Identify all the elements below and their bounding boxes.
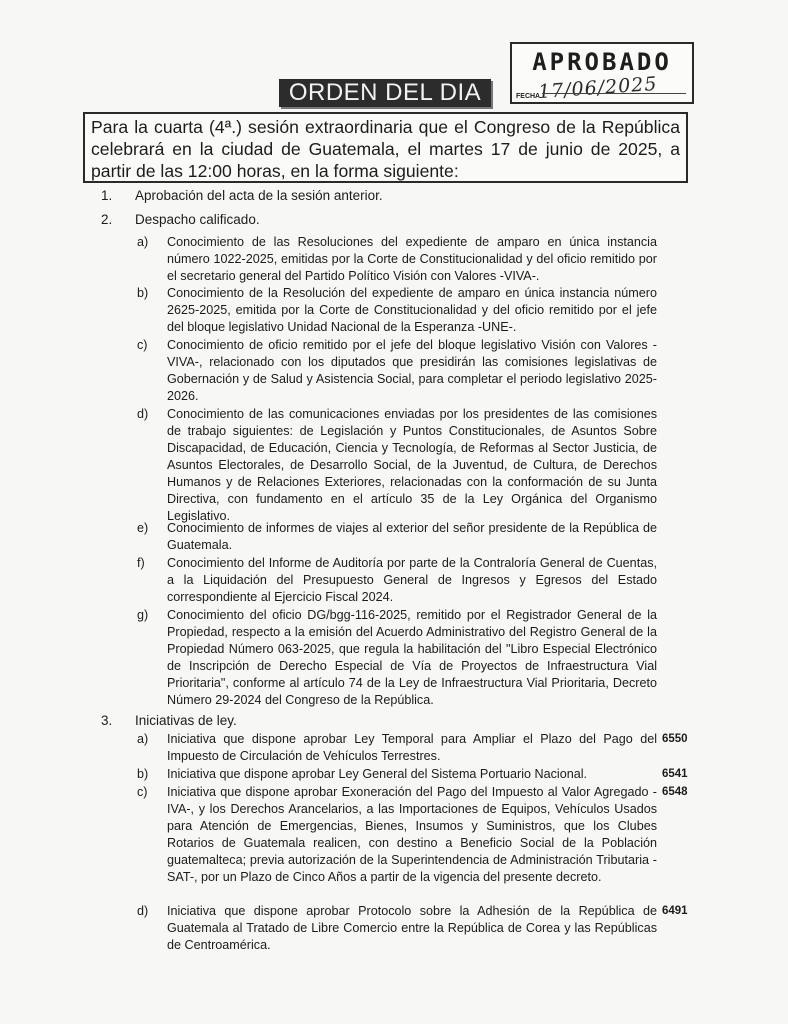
sub-item-text: Iniciativa que dispone aprobar Protocolo sobre la Adhesión de la República de Guatemala al Tratado de Libre Comercio entre la República de Corea y las Repúblicas de Centroamérica. <box>167 904 657 952</box>
sub-item-letter: g) <box>137 608 149 622</box>
initiative-code: 6548 <box>662 786 688 798</box>
sub-item-text: Conocimiento del Informe de Auditoría por parte de la Contraloría General de Cuentas, a la Liquidación del Presupuesto General de Ingresos y Egresos del Estado correspondiente al Ejercicio Fiscal 2024. <box>167 556 657 604</box>
agenda-item-text: Iniciativas de ley. <box>135 713 237 728</box>
stamp-title: APROBADO <box>532 48 672 76</box>
sub-item-text: Iniciativa que dispone aprobar Ley Temporal para Ampliar el Plazo del Pago del Impuesto de Circulación de Vehículos Terrestres. <box>167 732 657 763</box>
sub-item-letter: c) <box>137 785 148 799</box>
agenda-item-text: Aprobación del acta de la sesión anterior. <box>135 188 383 203</box>
sub-item-letter: e) <box>137 521 149 535</box>
sub-item-letter: b) <box>137 767 149 781</box>
sub-item-letter: d) <box>137 904 149 918</box>
initiative-code: 6491 <box>662 905 688 917</box>
agenda-item-number: 3. <box>101 713 113 728</box>
sub-item-text: Conocimiento de oficio remitido por el jefe del bloque legislativo Visión con Valores -VIVA-, relacionado con los diputados que presidirán las comisiones legislativas de Gobernación y de Salud y Asistencia Social, para completar el periodo legislativo 2025-2026. <box>167 338 657 403</box>
intro-paragraph: Para la cuarta (4ª.) sesión extraordinaria que el Congreso de la República celebrará en la ciudad de Guatemala, el martes 17 de junio de 2025, a partir de las 12:00 horas, en la forma siguiente: <box>83 112 688 183</box>
sub-item-text: Iniciativa que dispone aprobar Exoneración del Pago del Impuesto al Valor Agregado -IVA-, y los Derechos Arancelarios, a las Importaciones de Equipos, Vehículos Usados para Atención de Emergencias, Bienes, Insumos y Suministros, que los Clubes Rotarios de Guatemala realicen, con destino a Beneficio Social de la Población guatemalteca; previa autorización de la Superintendencia de Administración Tributaria -SAT-, por un Plazo de Cinco Años a partir de la vigencia del presente decreto. <box>167 785 657 884</box>
sub-item-letter: b) <box>137 286 149 300</box>
sub-item-letter: f) <box>137 556 145 570</box>
agenda-item-number: 1. <box>101 188 113 203</box>
sub-item-letter: c) <box>137 338 148 352</box>
stamp-date: 17/06/2025 <box>537 72 659 104</box>
sub-item-letter: d) <box>137 407 149 421</box>
sub-item-text: Conocimiento de la Resolución del expediente de amparo en única instancia número 2625-2025, emitida por la Corte de Constitucionalidad y del oficio remitido por el jefe del bloque legislativo Unidad Nacional de la Esperanza -UNE-. <box>167 286 657 334</box>
page-title: ORDEN DEL DIA <box>279 79 491 107</box>
sub-item-letter: a) <box>137 732 149 746</box>
initiative-code: 6541 <box>662 768 688 780</box>
stamp-date-rule <box>542 93 686 94</box>
approval-stamp <box>510 42 694 104</box>
agenda-item-text: Despacho calificado. <box>135 212 260 227</box>
stamp-label: FECHA <box>516 93 541 100</box>
agenda-item-number: 2. <box>101 212 113 227</box>
sub-item-letter: a) <box>137 235 149 249</box>
sub-item-text: Iniciativa que dispone aprobar Ley General del Sistema Portuario Nacional. <box>167 767 588 781</box>
sub-item-text: Conocimiento de las Resoluciones del expediente de amparo en única instancia número 1022-2025, emitidas por la Corte de Constitucionalidad y del oficio remitido por el secretario general del Partido Político Visión con Valores -VIVA-. <box>167 235 657 283</box>
initiative-code: 6550 <box>662 733 688 745</box>
sub-item-text: Conocimiento del oficio DG/bgg-116-2025, remitido por el Registrador General de la Propiedad, respecto a la emisión del Acuerdo Administrativo del Registro General de la Propiedad Número 063-2025, que regula la habilitación del "Libro Especial Electrónico de Inscripción de Derecho Especial de Vía de Proyectos de Infraestructura Vial Prioritaria", conforme al artículo 74 de la Ley de Infraestructura Vial Prioritaria, Decreto Número 29-2024 del Congreso de la República. <box>167 608 657 707</box>
sub-item-text: Conocimiento de las comunicaciones enviadas por los presidentes de las comisiones de trabajo siguientes: de Legislación y Puntos Constitucionales, de Asuntos Sobre Discapacidad, de Educación, Ciencia y Tecnología, de Reformas al Sector Justicia, de Asuntos Electorales, de Desarrollo Social, de la Juventud, de Cultura, de Derechos Humanos y de Relaciones Exteriores, relacionadas con la conformación de su Junta Directiva, con fundamento en el artículo 35 de la Ley Orgánica del Organismo Legislativo. <box>167 407 657 523</box>
sub-item-text: Conocimiento de informes de viajes al exterior del señor presidente de la República de Guatemala. <box>167 521 657 552</box>
